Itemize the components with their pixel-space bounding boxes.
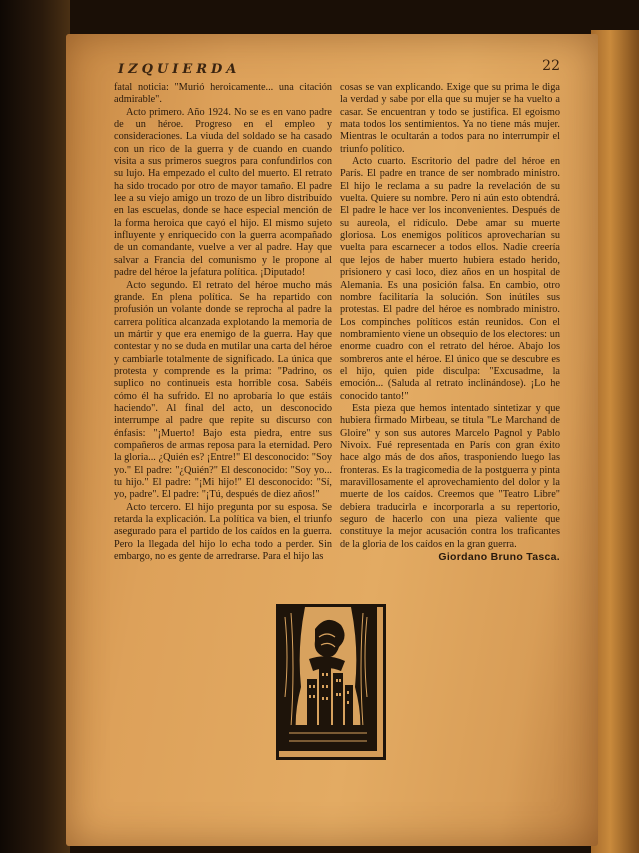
page-header (118, 60, 560, 82)
magazine-title: IZQUIERDA (118, 62, 241, 77)
paragraph: Acto cuarto. Escritorio del padre del héroe en París. El padre en trance de ser nombrado ministro. El hijo le reclama a su padre la revelación de su vuelta. Quiere su nombre. Pero ni aún esto obtendrá. El padre le hace ver los inconvenientes. Después de su aureola, el ridículo. Debe amar su muerte gloriosa. Los enemigos políticos aprovecharían su vuelta para escarnecer a todos ellos. Nadie creería que lejos de haber muerto hubiera estado herido, prisionero y casi loco, diez años en un hospital de Alemania. Es una posición falsa. En cambio, otro nombre facilitaría la solución. Son inútiles sus protestas. El padre del héroe es nombrado ministro. Los compinches políticos están reunidos. Con el nombramiento viene un obsequio de los electores: un enorme cuadro con el retrato del héroe. Abajo los sombreros ante el héroe. El único que se descubre es el hijo, quien pide disculpa: "Excusadme, la emoción... (Saluda al retrato inclinándose). ¡Lo he conocido tanto!" (340, 156, 560, 402)
woodcut-illustration (276, 604, 386, 760)
left-column (114, 82, 332, 563)
paragraph: Acto primero. Año 1924. No se es en vano padre de un héroe. Progreso en el empleo y consideraciones. La viuda del soldado se ha casado con un rico de la guerra y de cuando en cuando visita a sus primeros suegros para confundirlos con su lujo. Ha empezado el culto del muerto. El retrato ha sido trocado por otro de mayor tamaño. El padre lee a su viejo amigo un trozo de un libro distribuído en las escuelas, donde se hace especial mención de la forma heroica que cayó el hijo. El mismo sujeto influyente y enriquecido con la guerra acompañado de un comandante, vuelve a ver al padre. Hay que salvar a Francia del comunismo y le propone al padre del héroe la jefatura política. ¡Diputado! (114, 106, 332, 279)
author-signature: Giordano Bruno Tasca. (438, 551, 560, 564)
paragraph: Esta pieza que hemos intentado sintetizar y que hubiera firmado Mirbeau, se titula "Le Marchand de Gloire" y son sus autores Marcelo Pagnol y Pablo Nivoix. Fué representada en París con gran éxito hace algo más de dos años, trasponiendo luego las fronteras. Es la tragicomedia de la postguerra y pinta maravillosamente el aprovechamiento del dolor y la muerte de los caídos. Creemos que "Teatro Libre" debiera traducirla e incorporarla a su repertorio, seguro de hacerlo con una pieza valiente que constituye la mejor acusación contra los traficantes de la gloria de los caídos en la gran guerra. (340, 402, 560, 550)
paragraph: cosas se van explicando. Exige que su prima le diga la verdad y sabe por ella que su mujer se ha vuelto a casar. Se encuentran y todo se justifica. El egoismo mata todos los sentimientos. Ya no tiene más mujer. Mientras le ocultarán a todos para no interrumpir el triunfo político. (340, 82, 560, 155)
background-left (0, 0, 70, 853)
right-column (340, 82, 560, 563)
paragraph: Acto tercero. El hijo pregunta por su esposa. Se retarda la explicación. La política va bien, el triunfo asegurado para el partido de los caídos en la guerra. Pero la llegada del hijo lo echa todo a perder. Sin embargo, no es gente de arredrarse. Para el hijo las (114, 501, 332, 563)
woodcut-city-figure-icon (279, 607, 377, 751)
paragraph: Acto segundo. El retrato del héroe mucho más grande. En plena política. Se ha repartido con profusión un volante donde se reprocha al padre la carrera política alcanzada explotando la memoria de un mártir y que era enemigo de la guerra. Hay que contestar y no se duda en mutilar una carta del héroe y cambiarle totalmente de significado. La única que protesta y comprende es la prima: "Padrino, os suplico no continueis esta horrible cosa. Sabéis cómo él ha sufrido. El no aprobaría lo que estáis haciendo". Al final del acto, un desconocido interrumpe al padre que repite su discurso con énfasis: "¡Muerto! Bajo esta piedra, entre sus compañeros de armas reposa para la eternidad. Pero la gloria... ¿Quién es? ¡Entre!" El desconocido: "Soy yo." El padre: "¿Quién?" El desconocido: "Soy yo... tu hijo." El padre: "¡Mi hijo!" El desconocido: "Sí, yo, padre". El padre: "¡Tú, después de diez años!" (114, 279, 332, 501)
paragraph: fatal noticia: "Murió heroicamente... una citación admirable". (114, 82, 332, 106)
next-page-edge (591, 30, 639, 853)
page-number: 22 (542, 58, 560, 74)
magazine-page (66, 34, 598, 846)
